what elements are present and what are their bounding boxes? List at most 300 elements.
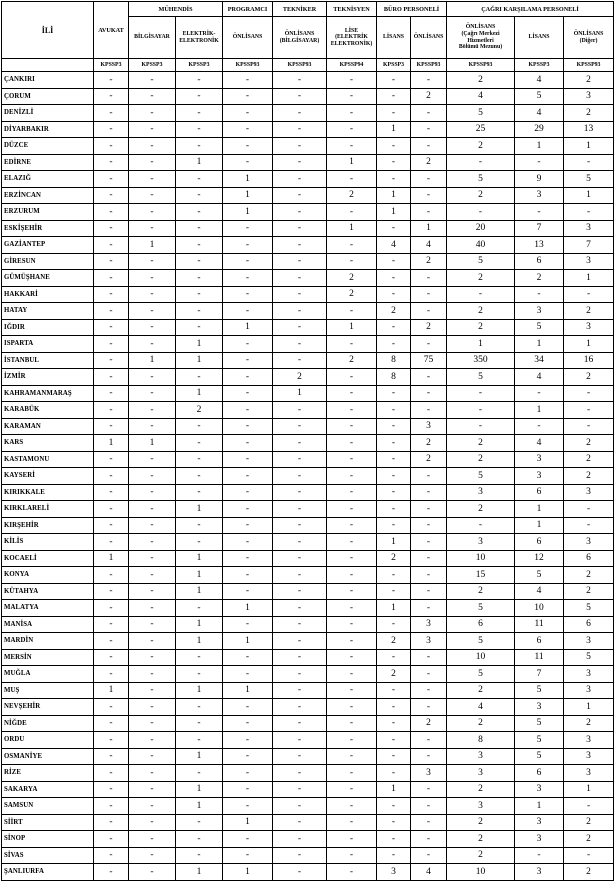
table-row	[2, 435, 614, 452]
quota-cell: -	[129, 138, 176, 155]
quota-cell: 2	[377, 303, 411, 320]
quota-cell: 2	[447, 435, 515, 452]
province-name: RİZE	[2, 765, 94, 782]
quota-cell: -	[273, 567, 327, 584]
quota-cell: -	[176, 88, 223, 105]
quota-cell: -	[327, 699, 377, 716]
group-header-cagri: ÇAĞRI KARŞILAMA PERSONELİ	[447, 2, 614, 17]
quota-cell: 1	[564, 187, 614, 204]
quota-cell: 3	[564, 633, 614, 650]
quota-cell: -	[176, 699, 223, 716]
kpss-row	[2, 59, 614, 72]
quota-cell: 1	[176, 798, 223, 815]
quota-cell: 6	[515, 534, 564, 551]
quota-cell: -	[129, 666, 176, 683]
quota-cell: -	[327, 204, 377, 221]
province-name: ESKİŞEHİR	[2, 220, 94, 237]
quota-cell: -	[411, 732, 447, 749]
quota-cell: 10	[515, 600, 564, 617]
province-name: KAHRAMANMARAŞ	[2, 385, 94, 402]
quota-cell: 7	[515, 220, 564, 237]
province-name: MERSİN	[2, 649, 94, 666]
quota-cell: -	[94, 699, 129, 716]
quota-cell: -	[564, 286, 614, 303]
quota-cell: -	[327, 121, 377, 138]
quota-cell: -	[377, 715, 411, 732]
quota-cell: 5	[447, 369, 515, 386]
quota-cell: -	[327, 550, 377, 567]
quota-cell: -	[327, 88, 377, 105]
quota-cell: -	[223, 154, 273, 171]
quota-cell: 2	[377, 666, 411, 683]
quota-cell: 3	[515, 831, 564, 848]
province-name: DÜZCE	[2, 138, 94, 155]
quota-cell: 40	[447, 237, 515, 254]
province-name: MARDİN	[2, 633, 94, 650]
quota-cell: 1	[223, 682, 273, 699]
quota-cell: 20	[447, 220, 515, 237]
quota-cell: -	[377, 319, 411, 336]
province-name: SİİRT	[2, 814, 94, 831]
quota-cell: 6	[515, 633, 564, 650]
table-row	[2, 385, 614, 402]
quota-cell: -	[411, 204, 447, 221]
quota-cell: -	[129, 583, 176, 600]
quota-cell: -	[94, 270, 129, 287]
table-row	[2, 814, 614, 831]
quota-cell: -	[273, 798, 327, 815]
quota-cell: -	[273, 699, 327, 716]
quota-cell: -	[377, 468, 411, 485]
quota-cell: -	[223, 418, 273, 435]
quota-cell: 2	[411, 451, 447, 468]
quota-cell: 9	[515, 171, 564, 188]
quota-cell: -	[377, 517, 411, 534]
quota-cell: 1	[94, 435, 129, 452]
quota-cell: 1	[129, 435, 176, 452]
quota-cell: -	[223, 616, 273, 633]
quota-cell: 1	[94, 550, 129, 567]
quota-cell: -	[129, 649, 176, 666]
quota-cell: -	[377, 171, 411, 188]
quota-cell: 1	[327, 319, 377, 336]
quota-cell: -	[377, 220, 411, 237]
quota-cell: -	[129, 765, 176, 782]
province-header: İLİ	[2, 2, 94, 59]
quota-cell: -	[94, 187, 129, 204]
quota-cell: 2	[447, 138, 515, 155]
quota-cell: -	[223, 121, 273, 138]
quota-cell: 5	[564, 600, 614, 617]
quota-cell: -	[515, 204, 564, 221]
quota-cell: -	[129, 501, 176, 518]
province-name: GİRESUN	[2, 253, 94, 270]
quota-cell: -	[377, 154, 411, 171]
table-row	[2, 220, 614, 237]
quota-cell: -	[273, 253, 327, 270]
table-row	[2, 732, 614, 749]
quota-cell: -	[129, 451, 176, 468]
quota-cell: -	[411, 814, 447, 831]
quota-cell: -	[377, 72, 411, 89]
table-row	[2, 649, 614, 666]
quota-cell: 1	[176, 385, 223, 402]
quota-cell: -	[327, 798, 377, 815]
quota-cell: -	[377, 699, 411, 716]
quota-cell: -	[447, 402, 515, 419]
quota-cell: -	[273, 748, 327, 765]
province-name: ELAZIĞ	[2, 171, 94, 188]
quota-cell: 2	[411, 435, 447, 452]
quota-cell: 1	[515, 138, 564, 155]
quota-cell: 2	[564, 831, 614, 848]
quota-cell: -	[129, 303, 176, 320]
quota-cell: 2	[327, 187, 377, 204]
quota-cell: -	[94, 138, 129, 155]
quota-cell: -	[176, 484, 223, 501]
quota-cell: 11	[515, 649, 564, 666]
quota-cell: 1	[176, 336, 223, 353]
kpss-spacer	[2, 59, 94, 72]
quota-cell: -	[411, 748, 447, 765]
quota-cell: -	[273, 237, 327, 254]
quota-cell: -	[411, 484, 447, 501]
quota-cell: -	[411, 385, 447, 402]
province-name: ERZURUM	[2, 204, 94, 221]
quota-cell: 2	[447, 270, 515, 287]
quota-cell: -	[273, 649, 327, 666]
quota-cell: -	[411, 303, 447, 320]
table-row	[2, 336, 614, 353]
quota-cell: -	[273, 814, 327, 831]
quota-cell: -	[327, 715, 377, 732]
quota-cell: -	[515, 847, 564, 864]
table-row	[2, 204, 614, 221]
quota-cell: -	[94, 72, 129, 89]
quota-cell: 3	[515, 468, 564, 485]
quota-cell: 2	[564, 567, 614, 584]
quota-cell: 2	[564, 715, 614, 732]
quota-cell: -	[94, 402, 129, 419]
quota-cell: -	[377, 765, 411, 782]
quota-cell: -	[377, 286, 411, 303]
quota-cell: -	[273, 402, 327, 419]
quota-cell: -	[411, 517, 447, 534]
kpss-cell: KPSSP93	[411, 59, 447, 72]
quota-cell: -	[447, 286, 515, 303]
quota-cell: -	[273, 468, 327, 485]
quota-cell: 4	[515, 369, 564, 386]
quota-cell: -	[129, 72, 176, 89]
quota-cell: 12	[515, 550, 564, 567]
table-row	[2, 748, 614, 765]
table-row	[2, 798, 614, 815]
quota-cell: -	[129, 831, 176, 848]
quota-cell: -	[223, 105, 273, 122]
quota-cell: -	[327, 649, 377, 666]
quota-cell: 1	[515, 517, 564, 534]
quota-cell: -	[129, 550, 176, 567]
quota-cell: 3	[564, 484, 614, 501]
quota-cell: -	[411, 699, 447, 716]
quota-cell: -	[377, 831, 411, 848]
quota-cell: -	[129, 171, 176, 188]
quota-cell: 8	[377, 369, 411, 386]
quota-cell: 3	[411, 616, 447, 633]
quota-cell: -	[94, 649, 129, 666]
quota-cell: -	[223, 517, 273, 534]
quota-cell: -	[327, 666, 377, 683]
quota-cell: -	[94, 781, 129, 798]
quota-cell: 2	[176, 402, 223, 419]
quota-cell: -	[176, 138, 223, 155]
province-name: KAYSERİ	[2, 468, 94, 485]
quota-cell: -	[327, 171, 377, 188]
province-name: KARS	[2, 435, 94, 452]
quota-cell: 1	[176, 583, 223, 600]
quota-cell: -	[273, 682, 327, 699]
table-row	[2, 484, 614, 501]
province-name: KIRKLARELİ	[2, 501, 94, 518]
quota-cell: 3	[564, 765, 614, 782]
quota-cell: -	[327, 435, 377, 452]
quota-cell: -	[327, 138, 377, 155]
province-name: ERZİNCAN	[2, 187, 94, 204]
quota-cell: -	[327, 765, 377, 782]
quota-cell: 2	[447, 319, 515, 336]
quota-cell: 1	[223, 187, 273, 204]
quota-cell: -	[223, 435, 273, 452]
quota-cell: 1	[223, 171, 273, 188]
table-row	[2, 864, 614, 881]
quota-cell: -	[377, 748, 411, 765]
quota-cell: 2	[327, 270, 377, 287]
table-row	[2, 699, 614, 716]
quota-cell: -	[273, 138, 327, 155]
quota-cell: -	[176, 105, 223, 122]
kpss-cell: KPSSP93	[447, 59, 515, 72]
quota-cell: 2	[564, 435, 614, 452]
quota-cell: -	[411, 534, 447, 551]
quota-cell: 2	[564, 583, 614, 600]
quota-cell: 1	[515, 798, 564, 815]
province-name: İSTANBUL	[2, 352, 94, 369]
quota-cell: -	[273, 286, 327, 303]
quota-cell: 2	[411, 253, 447, 270]
quota-cell: -	[327, 814, 377, 831]
quota-cell: 3	[564, 220, 614, 237]
quota-cell: -	[223, 402, 273, 419]
quota-cell: 2	[447, 814, 515, 831]
quota-cell: -	[327, 831, 377, 848]
quota-cell: -	[176, 187, 223, 204]
quota-cell: 2	[564, 451, 614, 468]
quota-cell: -	[94, 814, 129, 831]
quota-cell: -	[411, 583, 447, 600]
subheader-cell: ELEKTRİK- ELEKTRONİK	[176, 17, 223, 59]
quota-cell: -	[129, 88, 176, 105]
quota-cell: -	[411, 781, 447, 798]
quota-cell: -	[223, 798, 273, 815]
quota-cell: -	[223, 715, 273, 732]
quota-cell: -	[377, 501, 411, 518]
quota-cell: -	[273, 517, 327, 534]
quota-cell: -	[273, 220, 327, 237]
quota-cell: -	[129, 402, 176, 419]
quota-cell: 1	[176, 154, 223, 171]
quota-cell: 5	[515, 732, 564, 749]
quota-cell: -	[94, 121, 129, 138]
quota-cell: 4	[411, 864, 447, 881]
quota-cell: -	[176, 270, 223, 287]
quota-cell: 1	[447, 336, 515, 353]
table-row	[2, 501, 614, 518]
quota-cell: 5	[447, 633, 515, 650]
quota-cell: -	[273, 418, 327, 435]
quota-cell: -	[94, 237, 129, 254]
quota-cell: -	[377, 451, 411, 468]
quota-cell: -	[273, 484, 327, 501]
quota-cell: -	[94, 220, 129, 237]
quota-cell: -	[129, 270, 176, 287]
quota-cell: -	[564, 501, 614, 518]
table-row	[2, 567, 614, 584]
quota-cell: 10	[447, 864, 515, 881]
quota-cell: -	[377, 798, 411, 815]
kpss-cell: KPSSP3	[129, 59, 176, 72]
quota-cell: 1	[564, 781, 614, 798]
quota-cell: -	[327, 847, 377, 864]
group-header-row	[2, 2, 614, 17]
quota-cell: 3	[564, 682, 614, 699]
table-row	[2, 550, 614, 567]
table-row	[2, 138, 614, 155]
quota-cell: -	[176, 732, 223, 749]
document-page	[1, 1, 613, 881]
quota-cell: 2	[447, 72, 515, 89]
quota-cell: -	[327, 517, 377, 534]
province-name: DİYARBAKIR	[2, 121, 94, 138]
quota-cell: 2	[564, 369, 614, 386]
quota-cell: 34	[515, 352, 564, 369]
province-name: HATAY	[2, 303, 94, 320]
quota-cell: 1	[94, 682, 129, 699]
quota-cell: 4	[515, 583, 564, 600]
quota-cell: -	[411, 468, 447, 485]
quota-cell: -	[223, 72, 273, 89]
quota-cell: -	[223, 352, 273, 369]
group-header-teknisyen: TEKNİSYEN	[327, 2, 377, 17]
quota-cell: -	[515, 385, 564, 402]
quota-cell: -	[564, 402, 614, 419]
quota-cell: -	[411, 649, 447, 666]
quota-cell: 2	[564, 72, 614, 89]
quota-cell: 3	[515, 187, 564, 204]
quota-cell: -	[273, 88, 327, 105]
quota-cell: 3	[564, 666, 614, 683]
quota-cell: -	[273, 154, 327, 171]
quota-cell: 2	[411, 715, 447, 732]
quota-cell: 1	[223, 600, 273, 617]
quota-cell: -	[223, 451, 273, 468]
quota-cell: -	[273, 319, 327, 336]
quota-cell: 8	[447, 732, 515, 749]
quota-cell: -	[327, 336, 377, 353]
province-name: MUŞ	[2, 682, 94, 699]
quota-cell: -	[223, 550, 273, 567]
quota-cell: -	[94, 765, 129, 782]
province-name: KIRŞEHİR	[2, 517, 94, 534]
quota-cell: -	[327, 484, 377, 501]
quota-cell: -	[129, 633, 176, 650]
quota-cell: -	[447, 385, 515, 402]
province-name: KÜTAHYA	[2, 583, 94, 600]
kpss-cell: KPSSP3	[94, 59, 129, 72]
quota-cell: 3	[515, 864, 564, 881]
quota-cell: 6	[564, 616, 614, 633]
quota-cell: 5	[447, 666, 515, 683]
quota-cell: 4	[377, 237, 411, 254]
quota-cell: 2	[564, 105, 614, 122]
quota-cell: -	[411, 121, 447, 138]
quota-cell: 6	[515, 253, 564, 270]
province-name: KARABÜK	[2, 402, 94, 419]
quota-cell: 7	[564, 237, 614, 254]
quota-cell: -	[515, 418, 564, 435]
table-row	[2, 517, 614, 534]
kpss-cell: KPSSP93	[273, 59, 327, 72]
quota-cell: -	[223, 237, 273, 254]
quota-cell: -	[129, 121, 176, 138]
table-row	[2, 468, 614, 485]
quota-cell: -	[94, 319, 129, 336]
quota-cell: 2	[447, 451, 515, 468]
table-row	[2, 237, 614, 254]
subheader-cell: BİLGİSAYAR	[129, 17, 176, 59]
quota-cell: -	[447, 204, 515, 221]
quota-cell: -	[273, 715, 327, 732]
province-name: İZMİR	[2, 369, 94, 386]
province-name: HAKKARİ	[2, 286, 94, 303]
quota-cell: -	[273, 72, 327, 89]
quota-cell: -	[94, 171, 129, 188]
quota-cell: -	[176, 534, 223, 551]
quota-cell: -	[94, 451, 129, 468]
quota-cell: 2	[327, 286, 377, 303]
group-header-avukat: AVUKAT	[94, 2, 129, 59]
quota-cell: -	[129, 336, 176, 353]
quota-cell: -	[447, 154, 515, 171]
quota-cell: -	[564, 798, 614, 815]
province-name: DENİZLİ	[2, 105, 94, 122]
group-header-buro: BÜRO PERSONELİ	[377, 2, 447, 17]
quota-cell: -	[176, 171, 223, 188]
quota-cell: -	[176, 715, 223, 732]
quota-cell: 1	[176, 550, 223, 567]
quota-cell: -	[273, 633, 327, 650]
quota-cell: -	[129, 418, 176, 435]
quota-cell: -	[94, 468, 129, 485]
subheader-cell: LİSE (ELEKTRİK ELEKTRONİK)	[327, 17, 377, 59]
quota-cell: 6	[447, 616, 515, 633]
staff-distribution-table	[1, 1, 614, 881]
quota-cell: 2	[564, 303, 614, 320]
quota-cell: -	[129, 385, 176, 402]
quota-cell: 1	[377, 534, 411, 551]
quota-cell: -	[223, 649, 273, 666]
quota-cell: -	[129, 781, 176, 798]
quota-cell: -	[129, 468, 176, 485]
